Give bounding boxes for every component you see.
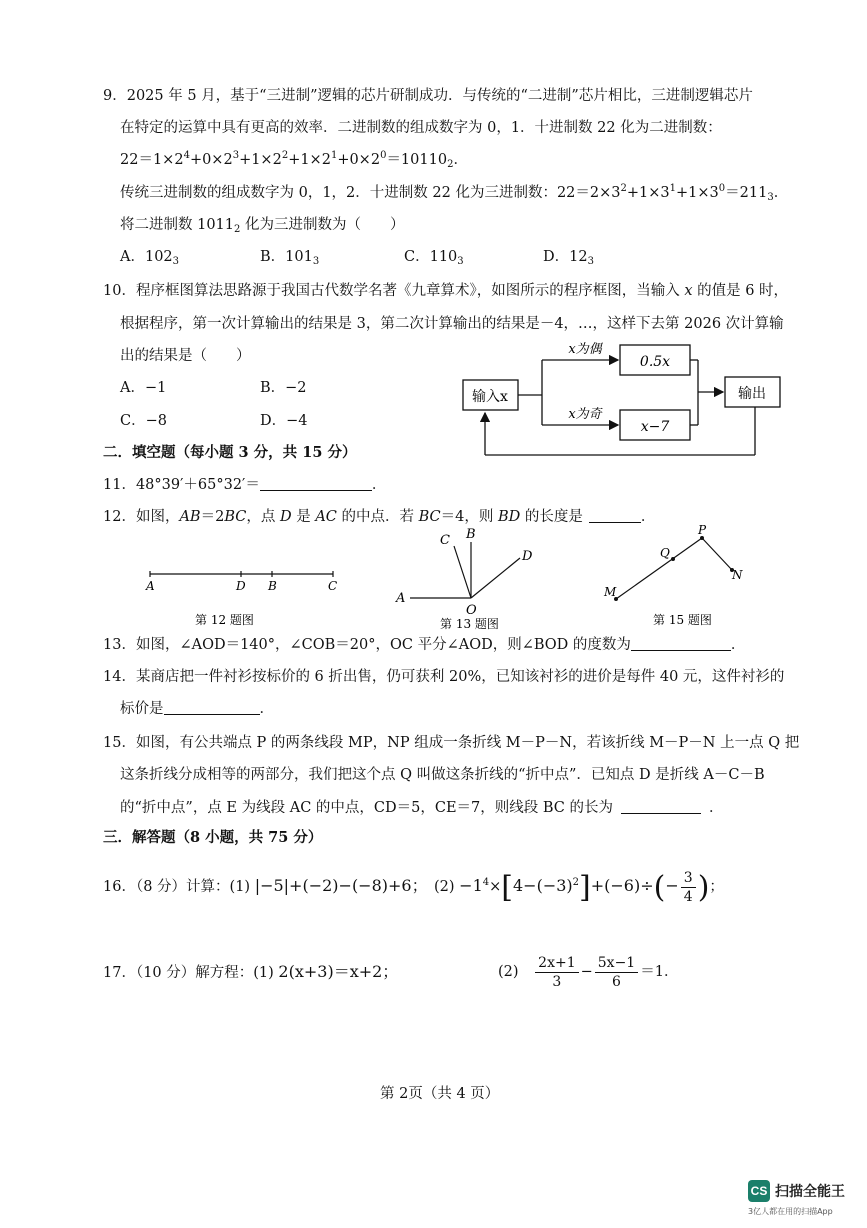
q14-line1: 14．某商店把一件衬衫按标价的 6 折出售，仍可获利 20%，已知该衬衫的进价是每件 40 元，这件衬衫的 [103,669,785,685]
q16-part1: 16．（8 分）计算：(1) |−5|+(−2)−(−8)+6； [103,876,428,895]
q13: 13．如图，∠AOD＝140°，∠COB＝20°，OC 平分∠AOD，则∠BOD 的度数为 ． [103,637,746,653]
figure-12 [140,560,350,630]
svg-text:D: D [522,549,533,564]
figure-12-caption: 第 12 题图 [195,613,254,627]
section-3-heading: 三．解答题（8 小题，共 75 分） [103,829,323,846]
svg-text:O: O [466,603,477,618]
svg-text:A: A [396,591,406,606]
q10-option-b: B．−2 [260,380,307,396]
svg-text:N: N [732,568,743,582]
q16-part2: $(2) -1^4\times[4-(-3)^2]+(-6)\div(-$ $\frac{3}{4}$ )； [434,869,724,905]
flow-even-text: 0.5x [639,354,671,370]
flow-odd-label: x为奇 [568,407,602,422]
svg-text:Q: Q [660,546,670,560]
svg-text:P: P [698,524,707,537]
flow-even-label: x为偶 [568,342,602,357]
q10-line2: 根据程序，第一次计算输出的结果是 3，第二次计算输出的结果是－4，…，这样下去第 2026 次计算输 [120,316,784,332]
q14-line2: 标价是 ． [120,701,274,717]
q9-line1: 9．2025 年 5 月，基于“三进制”逻辑的芯片研制成功．与传统的“二进制”芯片相比，三进制逻辑芯片 [103,88,753,104]
svg-text:A: A [146,579,155,593]
q10-line3: 出的结果是（ ） [120,348,251,364]
figure-13-caption: 第 13 题图 [440,617,499,631]
q10-option-d: D．−4 [260,413,308,429]
q15-line2: 这条折线分成相等的两部分，我们把这个点 Q 叫做这条折线的“折中点”．已知点 D 是折线 A－C－B [120,767,765,783]
q12: 12．如图，AB＝2BC，点 D 是 AC 的中点．若 BC＝4，则 BD 的长度是 ． [103,509,656,525]
svg-text:M: M [604,585,617,599]
figure-13 [390,524,550,632]
figure-15-caption: 第 15 题图 [653,613,712,627]
logo-badge-icon: CS [748,1180,770,1202]
q10-line1: 10．程序框图算法思路源于我国古代数学名著《九章算术》，如图所示的程序框图，当输入 x 的值是 6 时， [103,283,789,299]
q9-line2: 在特定的运算中具有更高的效率．二进制数的组成数字为 0，1．十进制数 22 化为二进制数： [120,120,722,136]
flow-odd-text: x−7 [640,419,670,435]
flow-input-label: 输入x [472,389,508,405]
q10-option-c: C．−8 [120,413,167,429]
q15-line1: 15．如图，有公共端点 P 的两条线段 MP，NP 组成一条折线 M－P－N，若该折线 M－P－N 上一点 Q 把 [103,735,800,751]
svg-text:B: B [466,527,476,542]
q10-option-a: A．−1 [120,380,167,396]
q15-line3: 的“折中点”，点 E 为线段 AC 的中点，CD＝5，CE＝7，则线段 BC 的长为 ． [120,800,724,816]
logo-tagline: 3亿人都在用的扫描App [748,1207,833,1216]
q9-option-c: C．$110_3$ [404,249,464,267]
svg-text:B: B [268,579,277,593]
q10-flowchart [455,335,790,465]
scanner-logo [748,1180,858,1220]
svg-text:D: D [236,579,246,593]
q9-line5: 将二进制数 $1011_2$ 化为三进制数为（ ） [120,217,405,235]
q9-option-b: B．$101_3$ [260,249,320,267]
section-2-heading: 二．填空题（每小题 3 分，共 15 分） [103,444,357,461]
svg-text:C: C [440,533,450,548]
logo-name: 扫描全能王 [775,1184,845,1200]
q9-line4: 传统三进制数的组成数字为 0，1，2．十进制数 22 化为三进制数：$22=2\times 3^2+1\times 3^1+1\times 3^0=211_3$． [120,183,789,203]
q17-part1: 17．（10 分）解方程：(1) 2(x+3)＝x+2； [103,962,399,981]
figure-15 [598,524,758,632]
q11: 11．48°39′＋65°32′＝ ． [103,477,387,493]
page-footer: 第 2页（共 4 页） [380,1086,500,1102]
flow-output-label: 输出 [738,386,766,402]
q9-line3: $22=1\times 2^4+0\times 2^3+1\times 2^2+1\times 2^1+0\times 2^0=10110_2$． [120,150,468,170]
svg-text:C: C [328,579,338,593]
q17-part2: (2) $\frac{2x+1}{3}$ − $\frac{5x-1}{6}$ ＝1． [498,954,679,990]
q9-option-a: A．$102_3$ [120,249,180,267]
q9-option-d: D．$12_3$ [543,249,594,267]
